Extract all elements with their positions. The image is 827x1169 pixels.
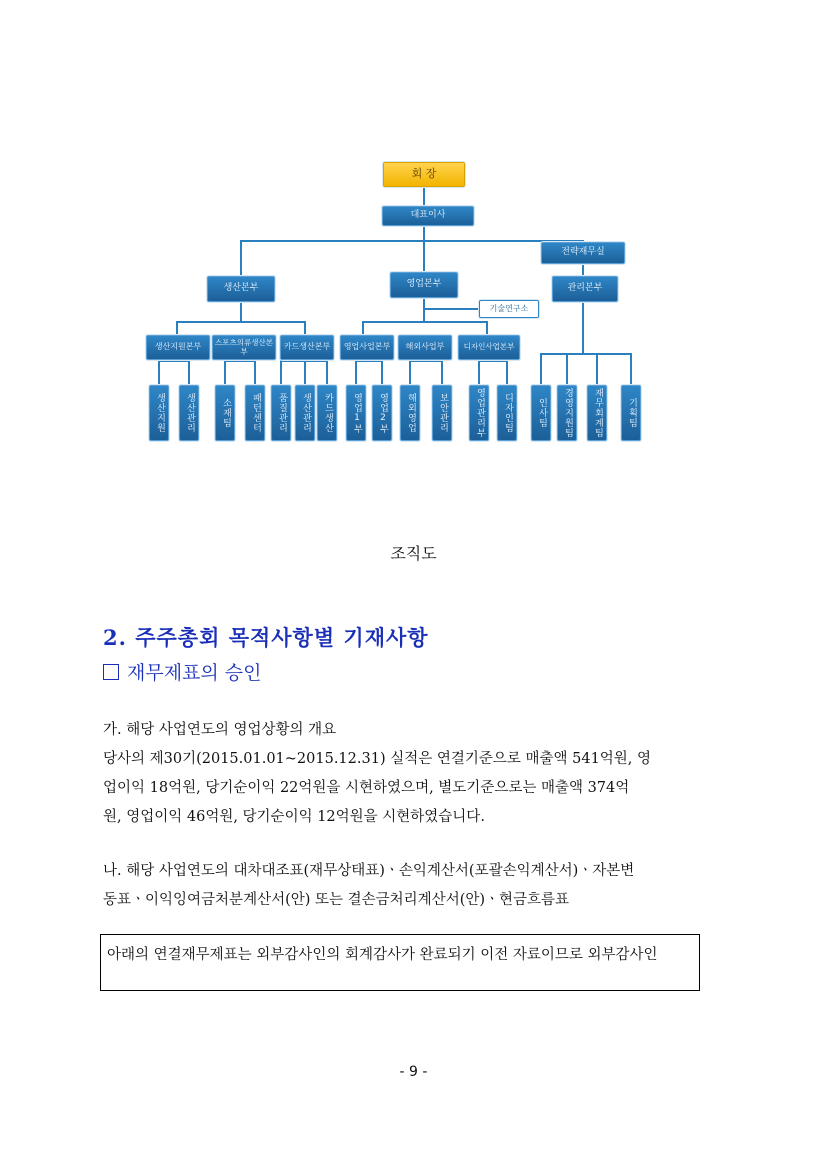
connector — [254, 360, 256, 385]
subsection-heading — [103, 658, 262, 685]
connector — [326, 360, 328, 385]
team-box: 품질관리 — [271, 385, 291, 441]
paragraph-line: 나. 해당 사업연도의 대차대조표(재무상태표)ㆍ손익계산서(포괄손익계산서)ㆍ자본변 — [103, 863, 635, 879]
ceo-box: 대표이사 — [382, 206, 474, 226]
connector — [304, 321, 306, 335]
checkbox-square-icon — [103, 664, 119, 680]
connector — [630, 353, 632, 385]
team-box: 재무회계팀 — [587, 385, 607, 441]
connector — [240, 240, 242, 276]
connector — [176, 321, 178, 335]
team-box: 경영지원팀 — [557, 385, 577, 441]
strategy-office-box: 전략재무실 — [541, 242, 625, 264]
team-box: 해외영업 — [400, 385, 420, 441]
paragraph-line: 동표ㆍ이익잉여금처분계산서(안) 또는 결손금처리계산서(안)ㆍ현금흐름표 — [103, 892, 570, 908]
paragraph-line: 업이익 18억원, 당기순이익 22억원을 시현하였으며, 별도기준으로는 매출액 374억 — [103, 780, 630, 796]
team-box: 소재팀 — [215, 385, 235, 441]
connector — [362, 321, 488, 323]
team-box: 영업1부 — [346, 385, 366, 441]
team-box: 생산관리 — [179, 385, 199, 441]
connector — [158, 360, 190, 362]
team-box: 패턴센터 — [245, 385, 265, 441]
connector — [582, 302, 584, 354]
notice-box: 아래의 연결재무제표는 외부감사인의 회계감사가 완료되기 이전 자료이므로 외부감사인 — [100, 934, 700, 991]
paragraph-business-overview — [103, 716, 703, 832]
connector — [423, 240, 425, 272]
paragraph-line: 원, 영업이익 46억원, 당기순이익 12억원을 시현하였습니다. — [103, 809, 485, 825]
connector — [240, 240, 584, 242]
team-box: 기획팀 — [621, 385, 641, 441]
connector — [478, 360, 480, 385]
connector — [224, 360, 256, 362]
department-box: 디자인사업본부 — [458, 335, 520, 360]
team-box: 영업2부 — [372, 385, 392, 441]
figure-caption: 조직도 — [390, 544, 437, 563]
connector — [158, 360, 160, 385]
page-number: - 9 - — [399, 1064, 428, 1080]
connector — [423, 225, 425, 240]
connector — [540, 353, 632, 355]
department-box: 스포츠의류생산본부 — [212, 335, 276, 360]
connector — [304, 360, 306, 385]
connector — [596, 353, 598, 385]
connector — [582, 262, 584, 276]
connector — [486, 321, 488, 335]
connector — [409, 360, 411, 385]
sales-division-box: 영업본부 — [390, 272, 458, 298]
connector — [478, 360, 508, 362]
connector — [362, 321, 364, 335]
connector — [280, 360, 282, 385]
connector — [176, 321, 306, 323]
team-box: 디자인팀 — [497, 385, 517, 441]
department-box: 영업사업본부 — [340, 335, 394, 360]
paragraph-financial-statements — [103, 857, 703, 915]
chairman-box: 회 장 — [383, 162, 465, 187]
production-division-box: 생산본부 — [207, 276, 275, 302]
department-box: 해외사업부 — [398, 335, 452, 360]
connector — [188, 360, 190, 385]
connector — [441, 360, 443, 385]
team-box: 인사팀 — [531, 385, 551, 441]
team-box: 생산관리 — [295, 385, 315, 441]
department-box: 생산지원본부 — [146, 335, 210, 360]
paragraph-line: 가. 해당 사업연도의 영업상황의 개요 — [103, 722, 337, 738]
connector — [423, 187, 425, 207]
subsection-label: 재무제표의 승인 — [127, 662, 262, 684]
team-box: 생산지원 — [149, 385, 169, 441]
connector — [224, 360, 226, 385]
team-box: 카드생산 — [317, 385, 337, 441]
section-title: 2. 주주총회 목적사항별 기재사항 — [103, 625, 429, 650]
connector — [355, 360, 383, 362]
connector — [506, 360, 508, 385]
management-division-box: 관리본부 — [552, 276, 618, 302]
connector — [423, 308, 479, 310]
team-box: 보안관리 — [432, 385, 452, 441]
connector — [566, 353, 568, 385]
connector — [409, 360, 443, 362]
team-box: 영업관리부 — [469, 385, 489, 441]
connector — [240, 302, 242, 322]
research-lab-box: 기술연구소 — [479, 300, 539, 318]
connector — [355, 360, 357, 385]
connector — [381, 360, 383, 385]
connector — [540, 353, 542, 385]
department-box: 카드생산본부 — [280, 335, 334, 360]
paragraph-line: 당사의 제30기(2015.01.01~2015.12.31) 실적은 연결기준으로 매출액 541억원, 영 — [103, 751, 652, 767]
org-chart — [0, 0, 827, 480]
